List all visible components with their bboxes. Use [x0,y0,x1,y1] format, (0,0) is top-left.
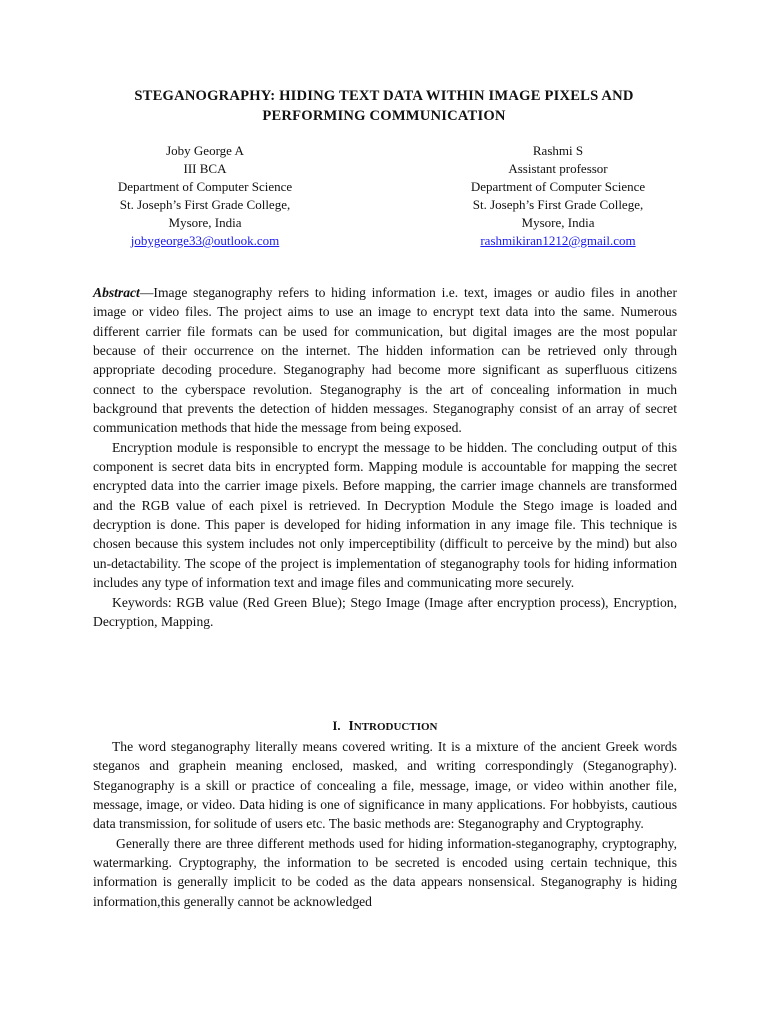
section-title-initial: I [348,718,354,733]
author-name: Joby George A [166,143,244,158]
title-line-2: PERFORMING COMMUNICATION [262,108,506,124]
title-line-1: STEGANOGRAPHY: HIDING TEXT DATA WITHIN IMAGE PIXELS AND [134,88,634,104]
section-heading-introduction [93,716,677,737]
abstract-paragraph-2: Encryption module is responsible to encrypt the message to be hidden. The concluding output of this component is secret data bits in encrypted form. Mapping module is accountable for mapping the secret encrypted data into the carrier image pixels. Before mapping, the carrier image channels are transformed and the RGB value of each pixel is retrieved. In Decryption Module the Stego image is loaded and decryption is done. This paper is developed for hiding information in any image file. This technique is chosen because this system includes not only imperceptibility (difficult to perceive by the mind) but also un-detactability. The scope of the project is implementation of steganography tools for hiding information includes any type of information text and image files and communicating more securely. [93,439,677,591]
author-name: Rashmi S [532,143,584,158]
author-role: III BCA [183,161,227,176]
author-location: Mysore, India [168,215,242,230]
abstract-section [93,283,677,631]
paper-title [60,86,708,126]
introduction-section [93,737,677,911]
author-location: Mysore, India [521,215,595,230]
author-department: Department of Computer Science [117,179,293,194]
intro-paragraph-2: Generally there are three different methods used for hiding information-steganography, cryptography, watermarking. Cryptography, the information to be secreted is encoded using certain technique, this information is generally implicit to be coded as the data appears nonsensical. Steganography is hiding information,this generally cannot be acknowledged [93,835,677,909]
section-number: I. [332,719,341,733]
author-block-1 [55,142,355,250]
abstract-paragraph-1 [93,283,677,438]
author-college: St. Joseph’s First Grade College, [119,197,291,212]
author-block-2 [408,142,708,250]
abstract-text-1: Image steganography refers to hiding information i.e. text, images or audio files in another image or video files. The project aims to use an image to encrypt text data into the same. Numerous different carrier file formats can be used for communication, but digital images are the most popular because of their occurrence on the internet. The hidden information can be retrieved only through appropriate decoding procedure. Steganography had become more significant as superfluous citizens connect to the cyberspace revolution. Steganography is the art of concealing information in much background that prevents the detection of hidden messages. Steganography consist of an array of secret communication methods that hide the message from being exposed. [93,285,677,436]
section-title-rest: NTRODUCTION [353,721,438,733]
author-role: Assistant professor [508,161,608,176]
author-email-link[interactable]: rashmikiran1212@gmail.com [480,233,636,248]
abstract-dash: — [139,285,154,300]
intro-paragraph-1: The word steganography literally means covered writing. It is a mixture of the ancient Greek words steganos and graphein meaning enclosed, masked, and writing correspondingly (Steganography). Steganography is a skill or practice of concealing a file, message, image, or video within another file, message, image, or video. Data hiding is one of significance in many applications. For hobbyists, cautious data transmission, for solitude of users etc. The basic methods are: Steganography and Cryptography. [93,739,677,832]
author-college: St. Joseph’s First Grade College, [472,197,644,212]
keywords: Keywords: RGB value (Red Green Blue); Stego Image (Image after encryption process), Encryption, Decryption, Mapping. [93,594,677,629]
author-department: Department of Computer Science [470,179,646,194]
author-email-link[interactable]: jobygeorge33@outlook.com [130,233,280,248]
abstract-label: Abstract [93,285,140,300]
